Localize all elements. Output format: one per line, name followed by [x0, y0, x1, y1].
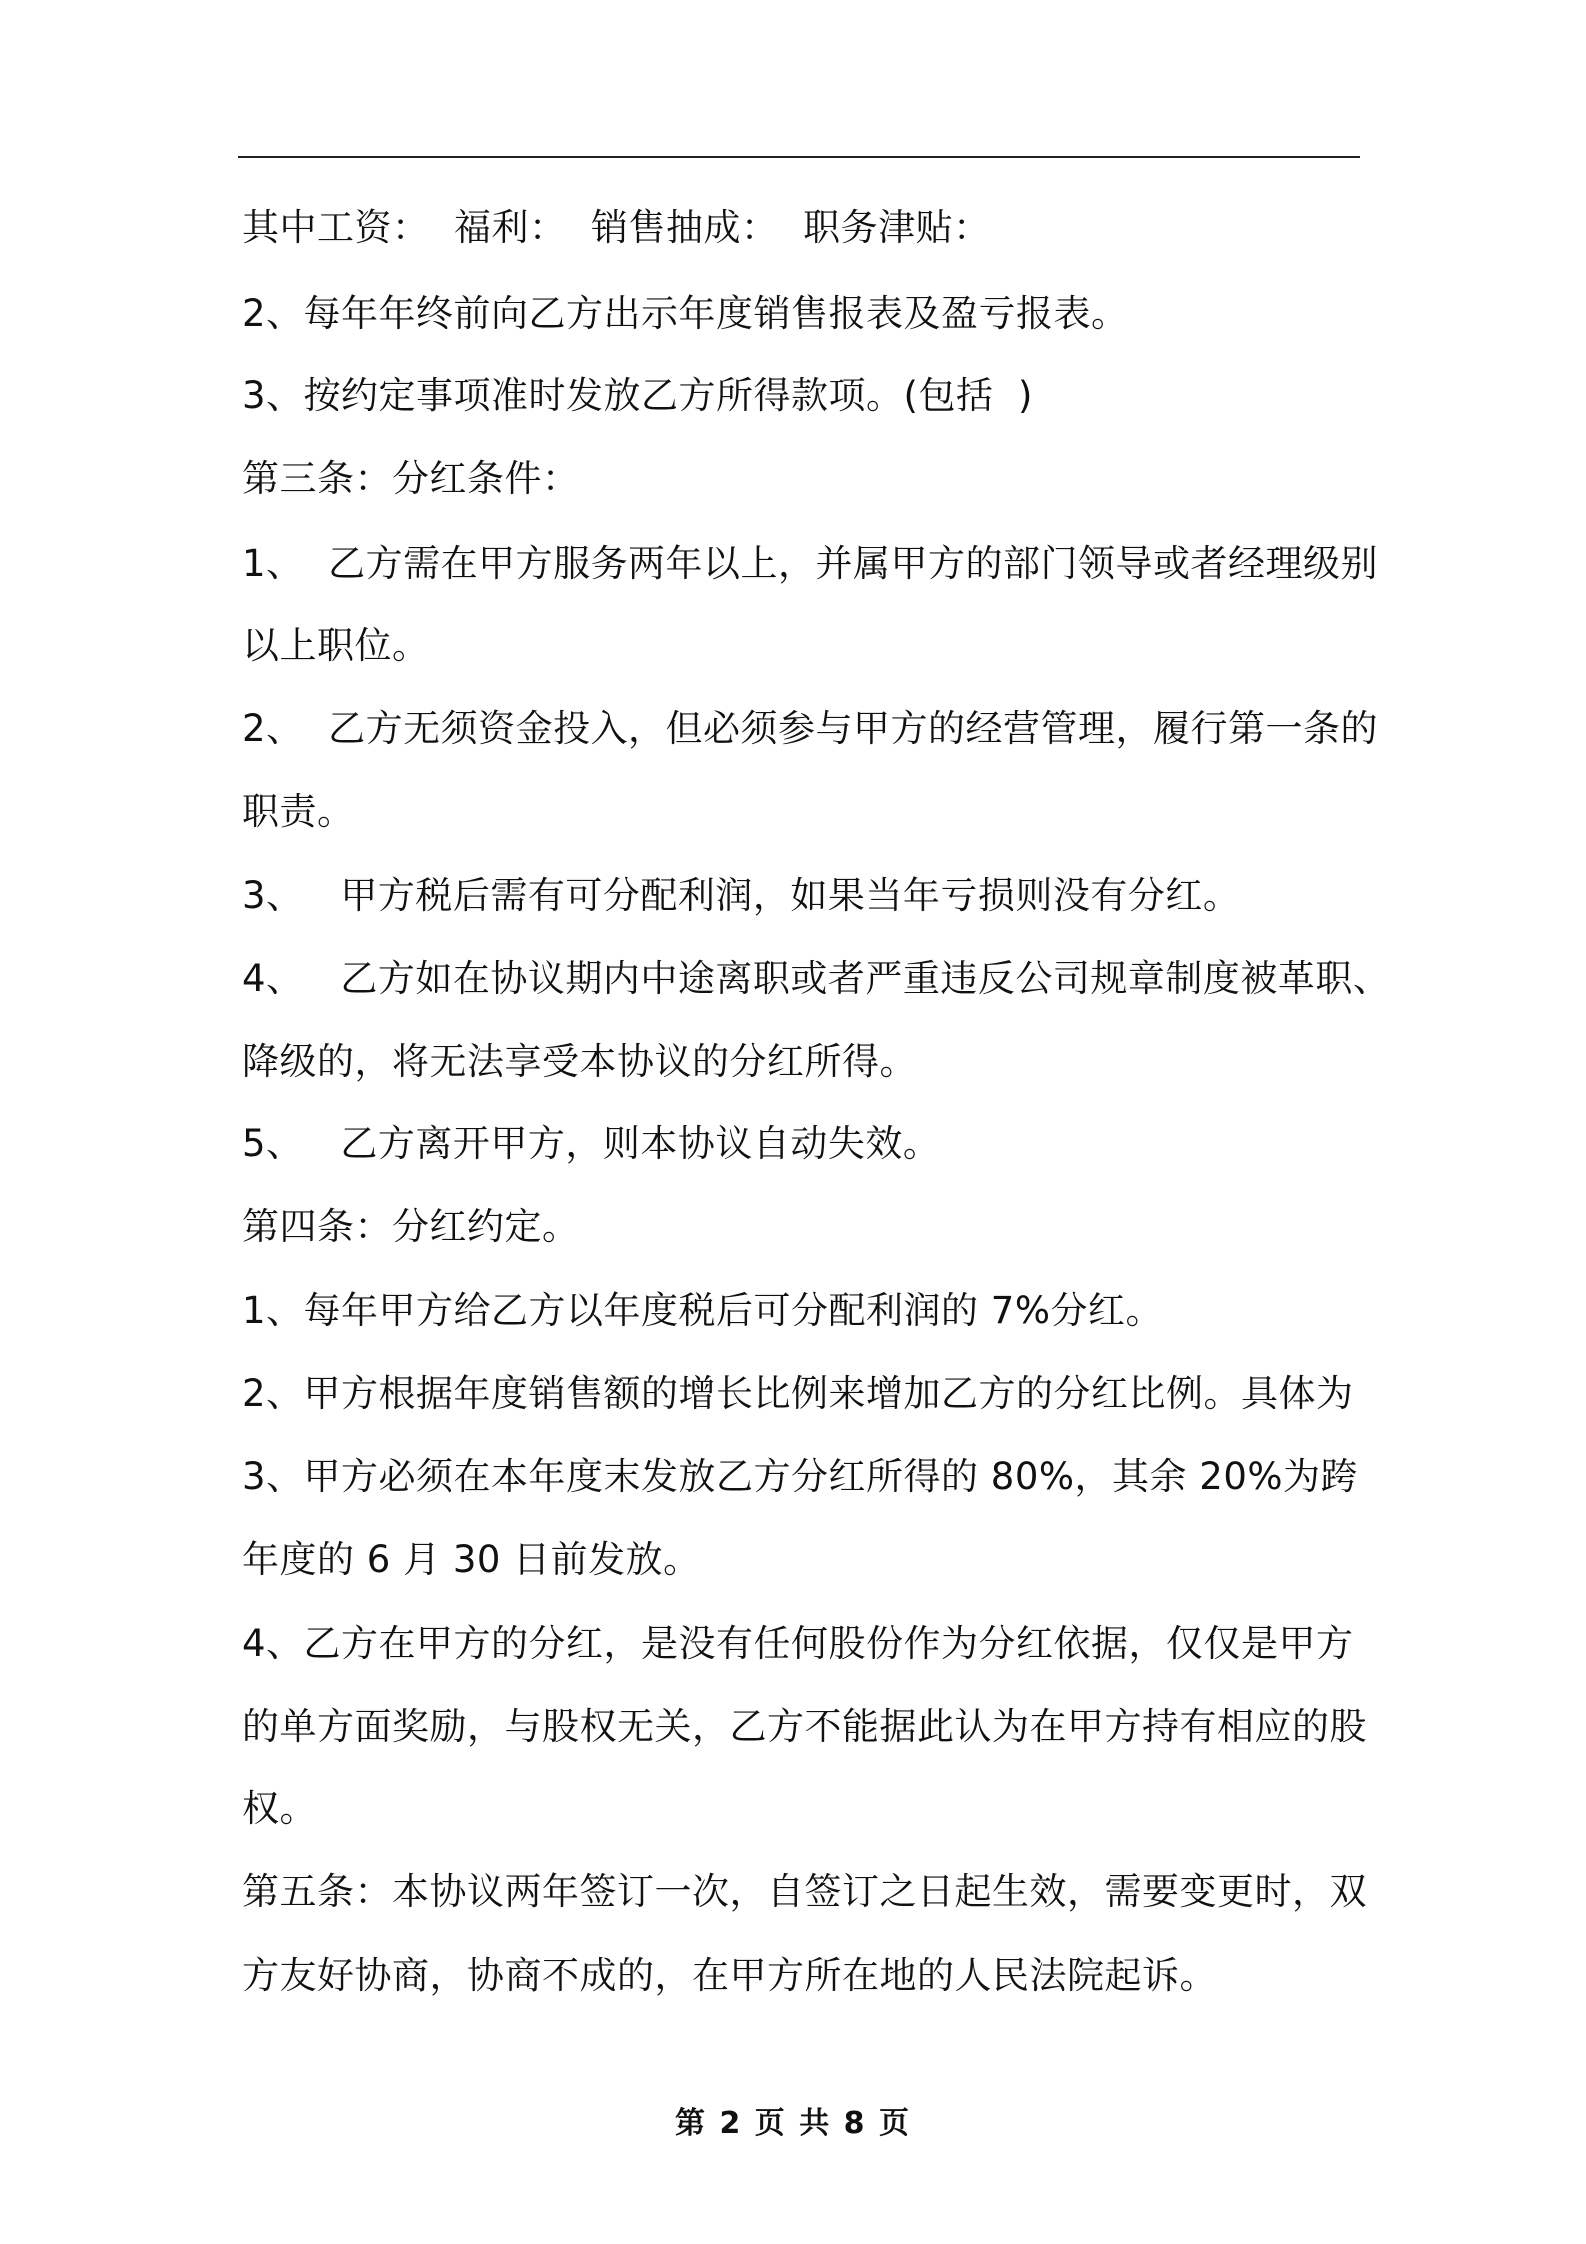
text-line: 4、乙方在甲方的分红，是没有任何股份作为分红依据，仅仅是甲方 — [242, 1622, 1354, 1665]
text-line: 3、 甲方税后需有可分配利润，如果当年亏损则没有分红。 — [242, 874, 1241, 917]
section-heading: 第三条：分红条件： — [242, 457, 580, 500]
text-line: 权。 — [242, 1787, 317, 1830]
text-line: 2、每年年终前向乙方出示年度销售报表及盈亏报表。 — [242, 292, 1129, 335]
section-heading: 第五条：本协议两年签订一次，自签订之日起生效，需要变更时，双 — [242, 1870, 1367, 1913]
text-line: 5、 乙方离开甲方，则本协议自动失效。 — [242, 1122, 941, 1165]
page-number: 第 2 页 共 8 页 — [675, 2106, 911, 2141]
text-line: 职责。 — [242, 790, 355, 833]
text-line: 年度的 6 月 30 日前发放。 — [242, 1538, 701, 1581]
text-line: 2、 乙方无须资金投入，但必须参与甲方的经营管理，履行第一条的 — [242, 707, 1379, 750]
text-line: 1、每年甲方给乙方以年度税后可分配利润的 7%分红。 — [242, 1289, 1163, 1332]
text-line: 的单方面奖励，与股权无关，乙方不能据此认为在甲方持有相应的股 — [242, 1705, 1367, 1748]
text-line: 2、甲方根据年度销售额的增长比例来增加乙方的分红比例。具体为 — [242, 1372, 1354, 1415]
text-line: 4、 乙方如在协议期内中途离职或者严重违反公司规章制度被革职、 — [242, 957, 1391, 1000]
text-line: 3、按约定事项准时发放乙方所得款项。(包括 ) — [242, 374, 1033, 417]
text-line: 其中工资： 福利： 销售抽成： 职务津贴： — [242, 206, 991, 249]
text-line: 降级的，将无法享受本协议的分红所得。 — [242, 1040, 917, 1083]
text-line: 以上职位。 — [242, 624, 430, 667]
header-rule — [238, 156, 1360, 158]
section-heading: 第四条：分红约定。 — [242, 1205, 580, 1248]
text-line: 3、甲方必须在本年度末发放乙方分红所得的 80%，其余 20%为跨 — [242, 1455, 1359, 1498]
text-line: 1、 乙方需在甲方服务两年以上，并属甲方的部门领导或者经理级别 — [242, 542, 1379, 585]
text-line: 方友好协商，协商不成的，在甲方所在地的人民法院起诉。 — [242, 1954, 1217, 1997]
